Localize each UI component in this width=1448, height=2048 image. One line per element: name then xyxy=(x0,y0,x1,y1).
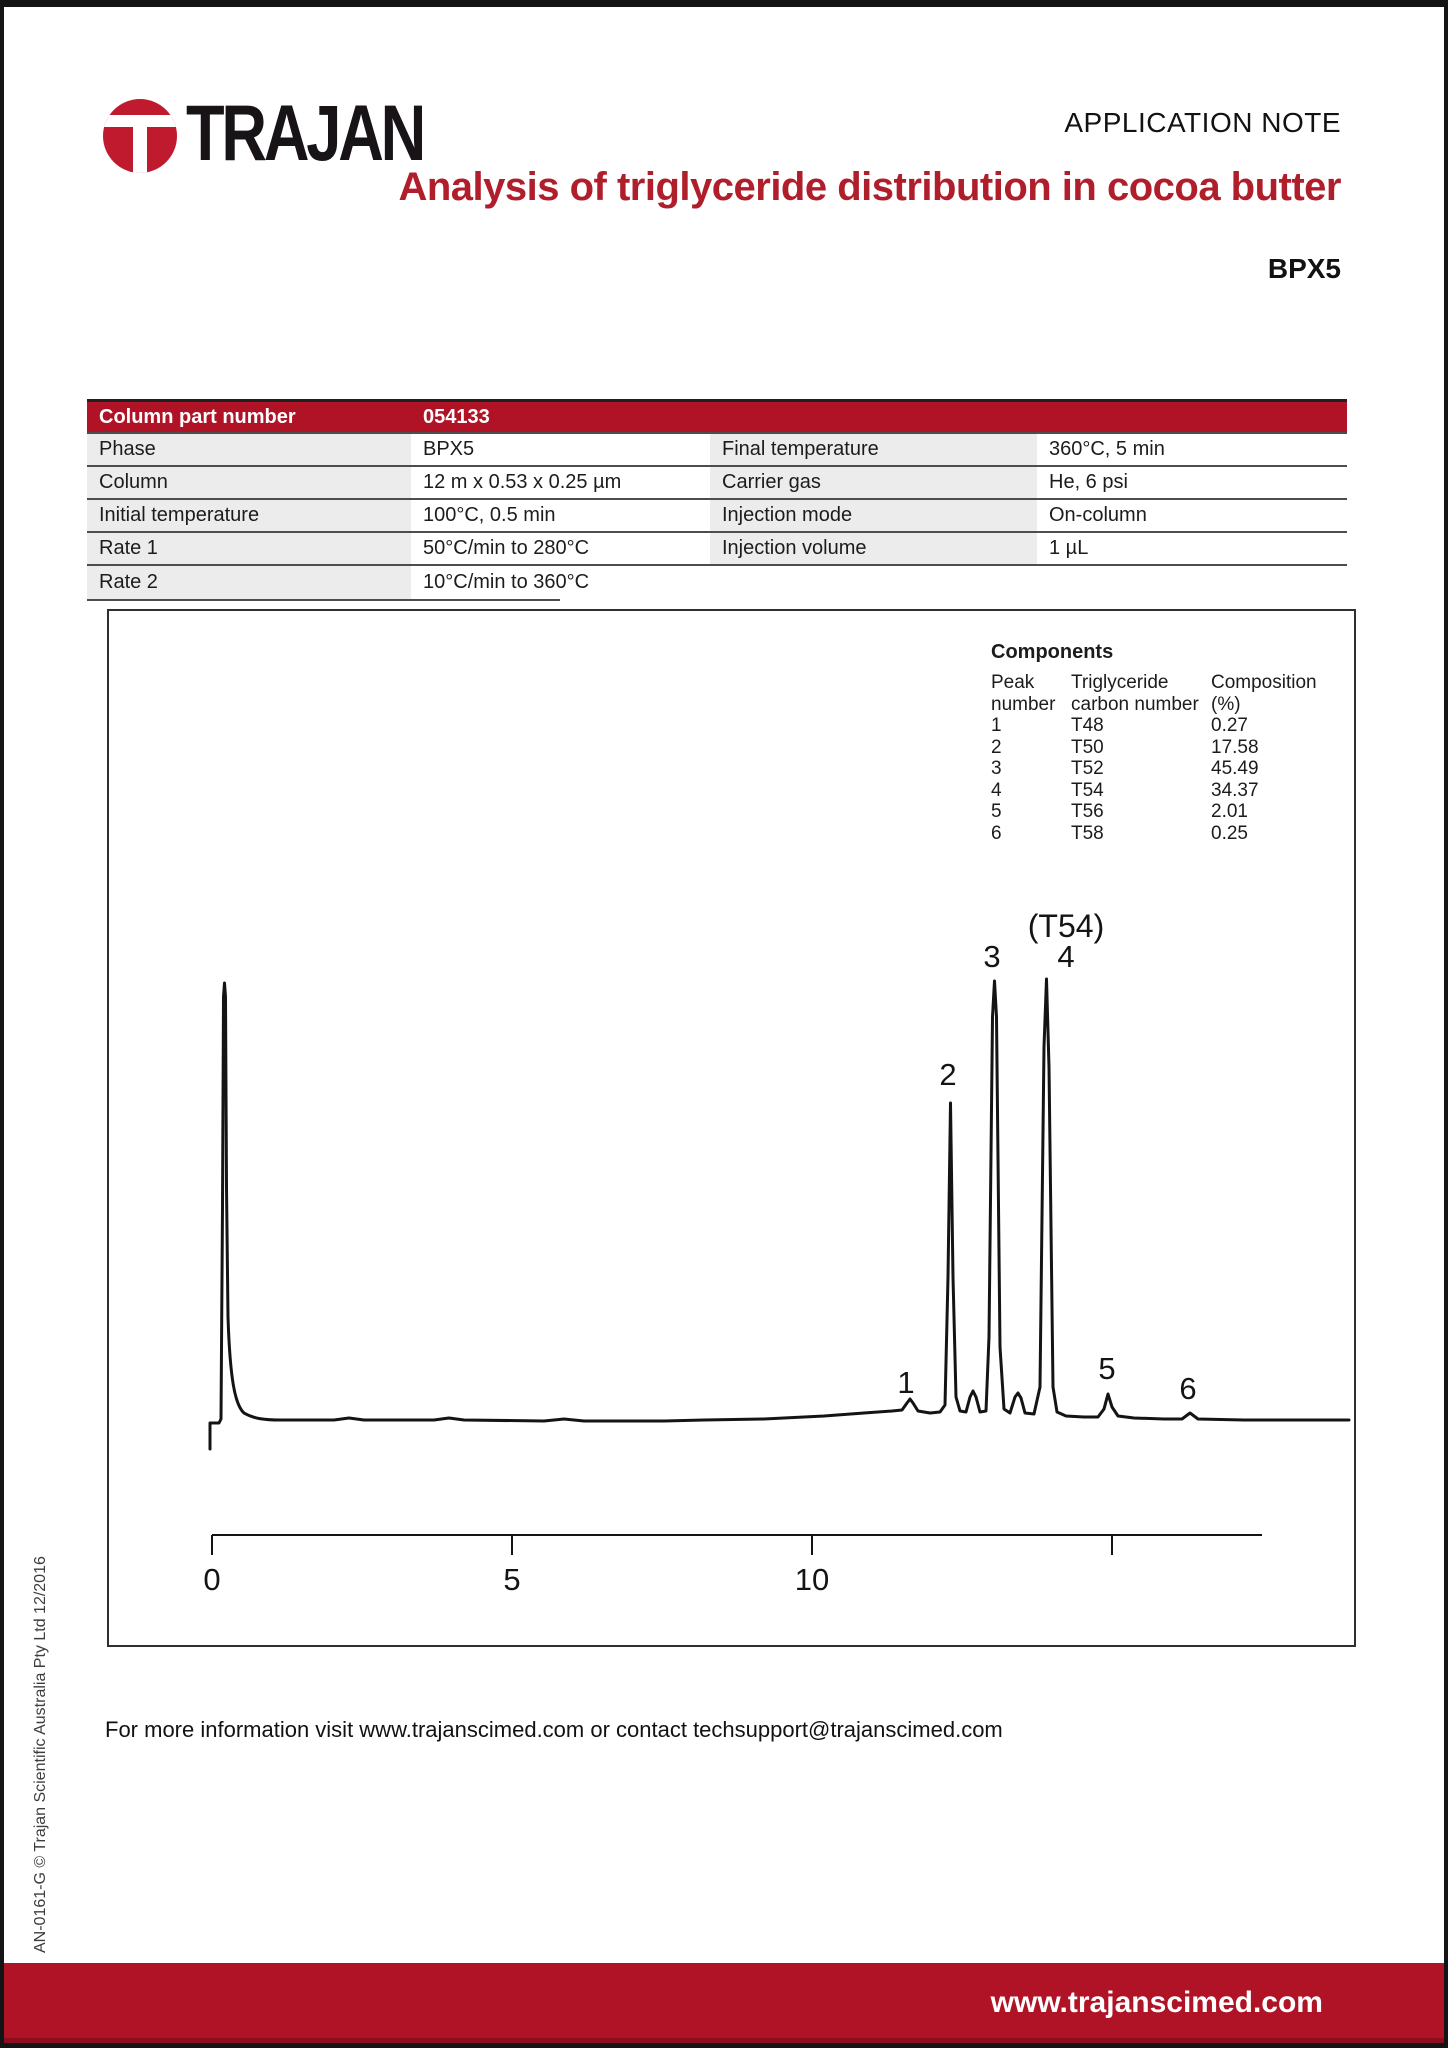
legend-composition: 45.49 xyxy=(1211,758,1259,779)
table-row xyxy=(87,533,1347,566)
legend-header-line: Peak xyxy=(991,672,1035,693)
chromatogram-panel xyxy=(107,609,1356,1647)
table-row xyxy=(87,566,1347,599)
legend-header-line: Composition xyxy=(1211,672,1317,693)
logo-t-crossbar xyxy=(103,115,177,127)
table-row xyxy=(87,500,1347,533)
row-label: Column xyxy=(87,467,411,498)
legend-peak-number: 6 xyxy=(991,822,1002,844)
footer-bar-edge xyxy=(4,2038,1444,2043)
legend-carbon-number: T50 xyxy=(1071,736,1104,758)
row-label: Rate 2 xyxy=(87,566,411,599)
row-value: He, 6 psi xyxy=(1037,467,1347,498)
row-value: 1 µL xyxy=(1037,533,1347,564)
legend-col-header xyxy=(1071,672,1211,715)
document-reference-vertical: AN-0161-G © Trajan Scientific Australia Pty Ltd 12/2016 xyxy=(32,1556,49,1953)
row-value: On-column xyxy=(1037,500,1347,531)
legend-composition: 2.01 xyxy=(1211,801,1248,822)
trajan-logo-icon xyxy=(103,99,177,173)
legend-peak-number: 2 xyxy=(991,736,1002,758)
legend-composition: 34.37 xyxy=(1211,779,1259,801)
legend-header-line: (%) xyxy=(1211,693,1241,715)
footer-bar xyxy=(4,1963,1444,2043)
row-value xyxy=(1037,566,1347,599)
conditions-header-value: 054133 xyxy=(423,405,490,428)
legend-composition: 0.27 xyxy=(1211,715,1248,736)
x-tick-label-10: 10 xyxy=(794,1562,830,1597)
row-value: 10°C/min to 360°C xyxy=(411,566,710,599)
legend-header-line: Triglyceride xyxy=(1071,672,1169,693)
peak-label-3: 3 xyxy=(983,939,1001,974)
row-value: 100°C, 0.5 min xyxy=(411,500,710,531)
brand-wordmark: TRAJAN xyxy=(186,88,424,177)
legend-header-line: number xyxy=(991,693,1056,715)
legend-peak-number: 3 xyxy=(991,758,1002,779)
legend-carbon-number: T56 xyxy=(1071,801,1104,822)
row-label: Final temperature xyxy=(710,434,1037,465)
legend-carbon-number: T52 xyxy=(1071,758,1104,779)
footer-website: www.trajanscimed.com xyxy=(990,1986,1323,2019)
conditions-table xyxy=(87,399,1347,599)
components-legend-table xyxy=(991,672,1331,844)
more-info-line: For more information visit www.trajanscimed.com or contact techsupport@trajanscimed.com xyxy=(105,1717,1003,1742)
row-label: Carrier gas xyxy=(710,467,1037,498)
legend-composition: 0.25 xyxy=(1211,822,1248,844)
conditions-header-row xyxy=(87,402,1347,434)
peak-label-4: 4 xyxy=(1057,939,1075,974)
x-tick-label-5: 5 xyxy=(503,1562,521,1597)
row-label: Injection volume xyxy=(710,533,1037,564)
legend-col-header xyxy=(991,672,1071,715)
conditions-header-label: Column part number xyxy=(99,405,296,428)
row-value: 12 m x 0.53 x 0.25 µm xyxy=(411,467,710,498)
legend-header-line: carbon number xyxy=(1071,693,1199,715)
legend-carbon-number: T54 xyxy=(1071,779,1104,801)
legend-peak-number: 5 xyxy=(991,801,1002,822)
logo-t-stem xyxy=(133,127,147,173)
table-row xyxy=(87,467,1347,500)
row-label: Initial temperature xyxy=(87,500,411,531)
legend-col-header xyxy=(1211,672,1331,715)
row-value: 50°C/min to 280°C xyxy=(411,533,710,564)
row-label: Phase xyxy=(87,434,411,465)
rate2-bottom-rule xyxy=(87,599,560,601)
application-note-label: APPLICATION NOTE xyxy=(1064,107,1341,138)
peak-label-1: 1 xyxy=(897,1365,915,1400)
row-value: 360°C, 5 min xyxy=(1037,434,1347,465)
components-legend-title: Components xyxy=(991,641,1114,663)
legend-carbon-number: T48 xyxy=(1071,715,1104,736)
row-value: BPX5 xyxy=(411,434,710,465)
product-name: BPX5 xyxy=(1267,253,1341,284)
peak-label-6: 6 xyxy=(1179,1371,1197,1406)
row-label: Rate 1 xyxy=(87,533,411,564)
legend-peak-number: 1 xyxy=(991,715,1002,736)
row-label: Injection mode xyxy=(710,500,1037,531)
page-title: Analysis of triglyceride distribution in cocoa butter xyxy=(398,165,1341,209)
legend-peak-number: 4 xyxy=(991,779,1002,801)
peak-label-t54: (T54) xyxy=(1027,908,1105,944)
table-row xyxy=(87,434,1347,467)
peak-label-2: 2 xyxy=(939,1057,957,1092)
peak-label-5: 5 xyxy=(1098,1351,1116,1386)
legend-carbon-number: T58 xyxy=(1071,822,1104,844)
row-label xyxy=(710,566,1037,599)
chromatogram-trace xyxy=(210,979,1349,1449)
x-axis xyxy=(212,1535,1262,1555)
legend-composition: 17.58 xyxy=(1211,736,1259,758)
components-legend xyxy=(991,641,1331,844)
x-tick-label-0: 0 xyxy=(203,1562,221,1597)
